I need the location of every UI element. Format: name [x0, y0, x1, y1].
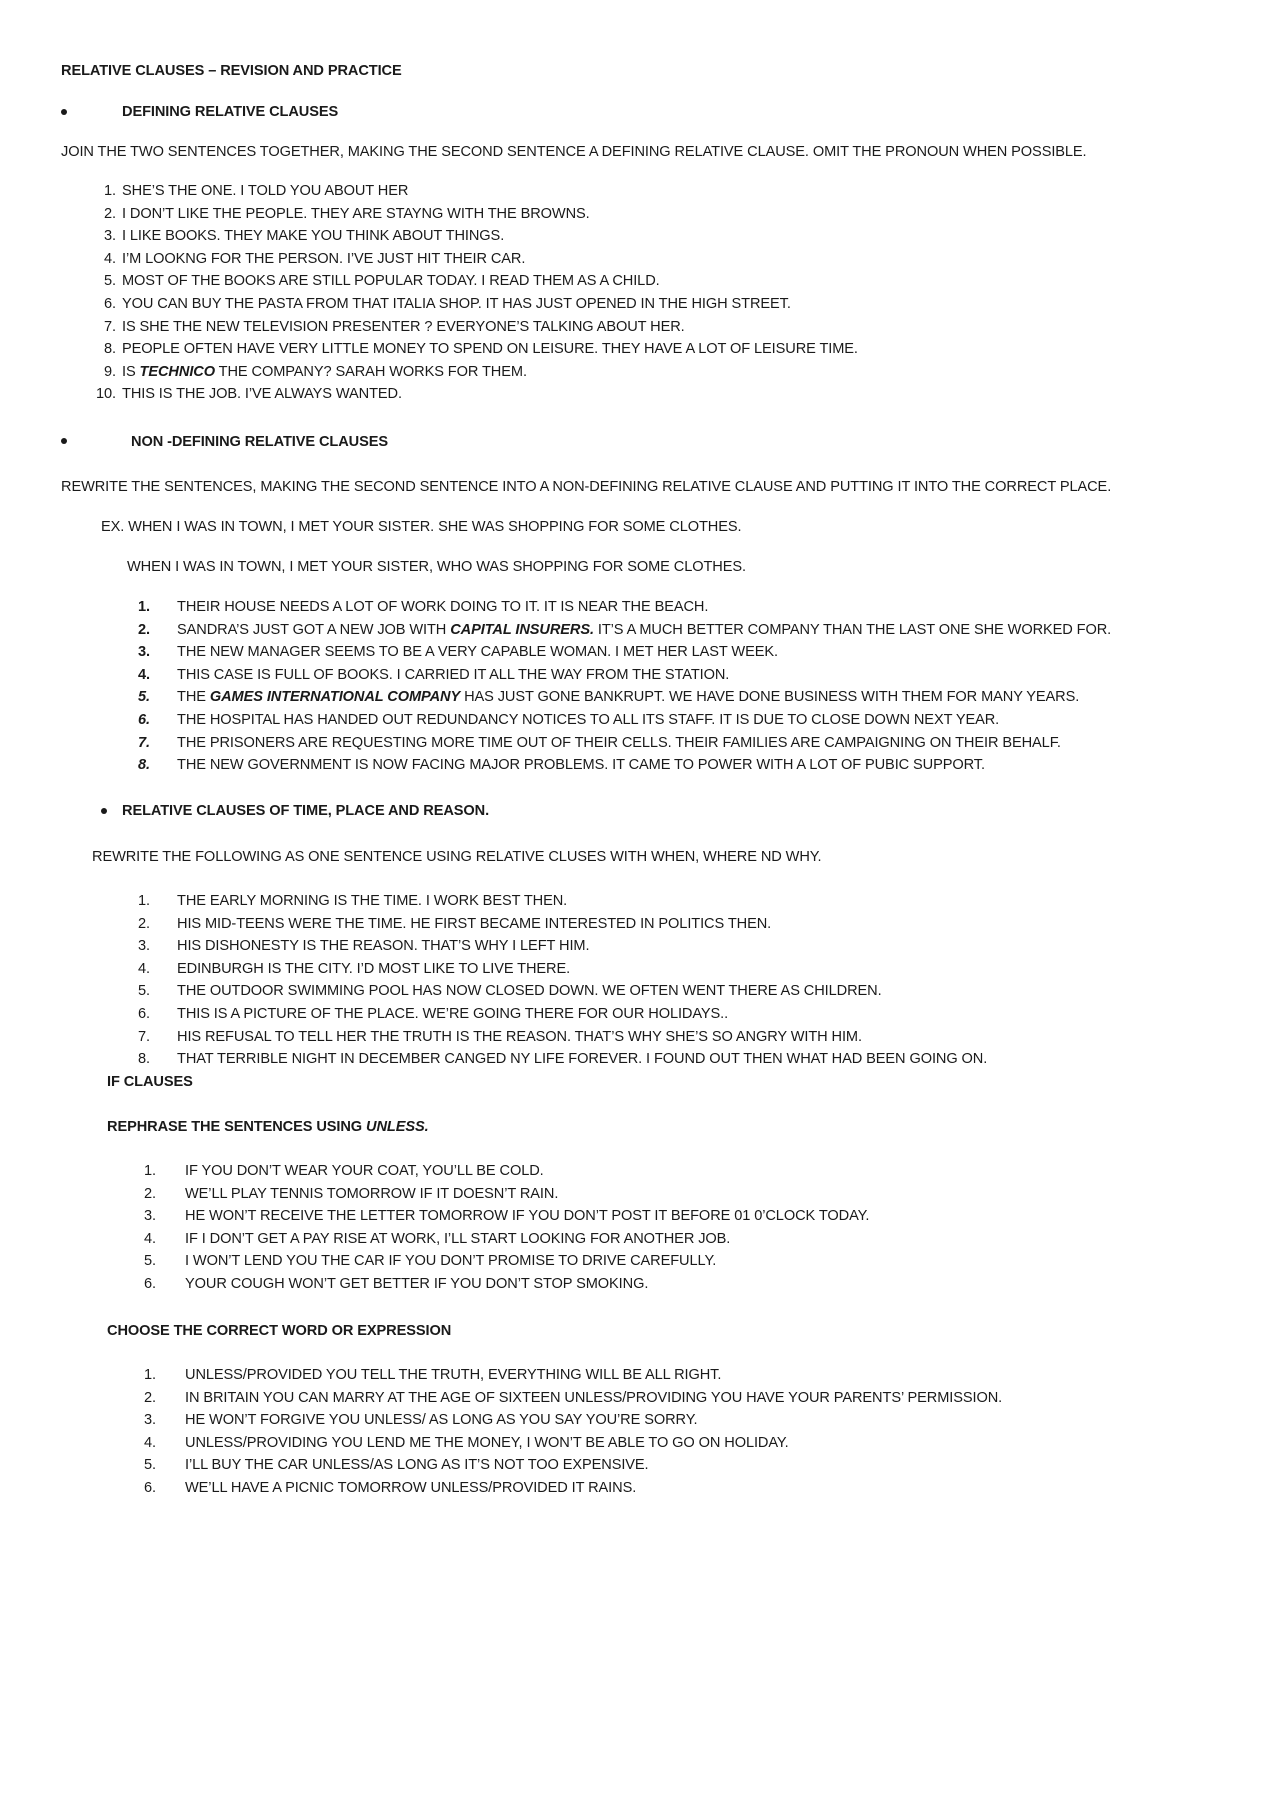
list-item-number: 2. — [138, 915, 150, 932]
list-item-number: 1. — [104, 183, 116, 199]
section-heading-time-place-reason: RELATIVE CLAUSES OF TIME, PLACE AND REASON. — [122, 803, 490, 819]
list-item-number: 5. — [138, 689, 150, 706]
list-item-number: 7. — [138, 734, 150, 751]
list-item-text: THIS CASE IS FULL OF BOOKS. I CARRIED IT ALL THE WAY FROM THE STATION. — [177, 666, 730, 683]
list-item-text: MOST OF THE BOOKS ARE STILL POPULAR TODAY. I READ THEM AS A CHILD. — [122, 273, 660, 290]
list-item-text: EDINBURGH IS THE CITY. I’D MOST LIKE TO LIVE THERE. — [177, 960, 571, 977]
list-item-text: SHE’S THE ONE. I TOLD YOU ABOUT HER — [122, 183, 409, 199]
list-item-number: 2. — [144, 1185, 156, 1202]
list-item-number: 6. — [138, 1006, 150, 1022]
section-instruction-time-place-reason: REWRITE THE FOLLOWING AS ONE SENTENCE USING RELATIVE CLUSES WITH WHEN, WHERE ND WHY. — [92, 849, 822, 865]
list-item-number: 1. — [144, 1163, 156, 1179]
list-item-text: UNLESS/PROVIDED YOU TELL THE TRUTH, EVERYTHING WILL BE ALL RIGHT. — [185, 1367, 722, 1383]
list-item-text: THE NEW MANAGER SEEMS TO BE A VERY CAPABLE WOMAN. I MET HER LAST WEEK. — [177, 644, 778, 661]
list-item-number: 4. — [144, 1230, 156, 1247]
document-title: RELATIVE CLAUSES – REVISION AND PRACTICE — [61, 63, 402, 79]
bullet-icon — [61, 109, 67, 115]
list-item-text: THE GAMES INTERNATIONAL COMPANY HAS JUST GONE BANKRUPT. WE HAVE DONE BUSINESS WITH THEM FOR MANY YEARS. — [177, 689, 1080, 706]
list-item-number: 9. — [104, 363, 116, 380]
list-item-text: PEOPLE OFTEN HAVE VERY LITTLE MONEY TO SPEND ON LEISURE. THEY HAVE A LOT OF LEISURE TIME. — [122, 341, 858, 358]
list-item-number: 8. — [138, 1051, 150, 1068]
bullet-icon — [61, 438, 67, 444]
list-item-number: 2. — [104, 205, 116, 222]
list-item-number: 1. — [144, 1367, 156, 1383]
section-heading-if-clauses: IF CLAUSES — [107, 1074, 193, 1090]
list-item-text: THE PRISONERS ARE REQUESTING MORE TIME OUT OF THEIR CELLS. THEIR FAMILIES ARE CAMPAIGNING ON THEIR BEHALF. — [177, 734, 1061, 751]
emphasized-name: CAPITAL INSURERS. — [450, 621, 594, 638]
list-item-text: YOU CAN BUY THE PASTA FROM THAT ITALIA SHOP. IT HAS JUST OPENED IN THE HIGH STREET. — [122, 296, 791, 312]
section-instruction-if-clauses: REPHRASE THE SENTENCES USING UNLESS. — [107, 1119, 429, 1135]
list-item-number: 1. — [138, 893, 150, 909]
list-item-text: SANDRA’S JUST GOT A NEW JOB WITH CAPITAL INSURERS. IT’S A MUCH BETTER COMPANY THAN THE LAST ONE SHE WORKED FOR. — [177, 621, 1112, 638]
list-item-text: WE’LL PLAY TENNIS TOMORROW IF IT DOESN’T RAIN. — [185, 1185, 559, 1202]
list-item-number: 1. — [138, 599, 150, 615]
list-item-text: IF YOU DON’T WEAR YOUR COAT, YOU’LL BE COLD. — [185, 1163, 544, 1179]
list-item-text: I’LL BUY THE CAR UNLESS/AS LONG AS IT’S NOT TOO EXPENSIVE. — [185, 1457, 649, 1474]
list-item-text: IN BRITAIN YOU CAN MARRY AT THE AGE OF SIXTEEN UNLESS/PROVIDING YOU HAVE YOUR PARENTS’ PERMISSION. — [185, 1389, 1003, 1406]
list-item-number: 2. — [138, 621, 150, 638]
list-item-number: 4. — [138, 666, 150, 683]
list-item-number: 4. — [104, 250, 116, 267]
list-item-number: 4. — [144, 1434, 156, 1451]
list-item-number: 7. — [138, 1028, 150, 1045]
list-item-number: 5. — [138, 983, 150, 1000]
list-item-text: THE OUTDOOR SWIMMING POOL HAS NOW CLOSED DOWN. WE OFTEN WENT THERE AS CHILDREN. — [177, 983, 882, 1000]
list-item-text: IS TECHNICO THE COMPANY? SARAH WORKS FOR THEM. — [122, 363, 527, 380]
list-item-number: 6. — [104, 296, 116, 312]
example-answer: WHEN I WAS IN TOWN, I MET YOUR SISTER, WHO WAS SHOPPING FOR SOME CLOTHES. — [127, 559, 746, 575]
list-item-text: HE WON’T FORGIVE YOU UNLESS/ AS LONG AS YOU SAY YOU’RE SORRY. — [185, 1412, 698, 1429]
list-item-number: 10. — [96, 386, 116, 403]
list-item-text: I DON’T LIKE THE PEOPLE. THEY ARE STAYNG WITH THE BROWNS. — [122, 205, 590, 222]
example-sentence: EX. WHEN I WAS IN TOWN, I MET YOUR SISTER. SHE WAS SHOPPING FOR SOME CLOTHES. — [101, 519, 742, 535]
list-item-text: IS SHE THE NEW TELEVISION PRESENTER ? EVERYONE’S TALKING ABOUT HER. — [122, 318, 685, 335]
list-item-number: 3. — [104, 228, 116, 245]
list-item-text: I’M LOOKNG FOR THE PERSON. I’VE JUST HIT THEIR CAR. — [122, 250, 526, 267]
list-item-text: HIS DISHONESTY IS THE REASON. THAT’S WHY I LEFT HIM. — [177, 938, 590, 955]
list-item-text: YOUR COUGH WON’T GET BETTER IF YOU DON’T STOP SMOKING. — [185, 1276, 649, 1292]
section-heading-non-defining: NON -DEFINING RELATIVE CLAUSES — [131, 434, 388, 450]
list-item-number: 6. — [144, 1276, 156, 1292]
emphasized-name: TECHNICO — [139, 363, 215, 380]
section-heading-defining: DEFINING RELATIVE CLAUSES — [122, 104, 339, 120]
list-item-text: THIS IS THE JOB. I’VE ALWAYS WANTED. — [122, 386, 402, 403]
list-item-text: I WON’T LEND YOU THE CAR IF YOU DON’T PROMISE TO DRIVE CAREFULLY. — [185, 1253, 717, 1270]
list-item-number: 8. — [138, 757, 150, 774]
list-item-number: 3. — [144, 1208, 156, 1225]
list-item-text: I LIKE BOOKS. THEY MAKE YOU THINK ABOUT THINGS. — [122, 228, 505, 245]
list-item-number: 4. — [138, 960, 150, 977]
list-item-text: IF I DON’T GET A PAY RISE AT WORK, I’LL START LOOKING FOR ANOTHER JOB. — [185, 1230, 731, 1247]
list-item-text: THEIR HOUSE NEEDS A LOT OF WORK DOING TO IT. IT IS NEAR THE BEACH. — [177, 599, 709, 615]
section-instruction-non-defining: REWRITE THE SENTENCES, MAKING THE SECOND SENTENCE INTO A NON-DEFINING RELATIVE CLAUSE AND PUTTING IT INTO THE CORRECT PLACE. — [61, 479, 1112, 495]
list-item-number: 2. — [144, 1389, 156, 1406]
bullet-icon — [101, 808, 107, 814]
list-item-text: WE’LL HAVE A PICNIC TOMORROW UNLESS/PROVIDED IT RAINS. — [185, 1480, 637, 1496]
list-item-number: 3. — [138, 938, 150, 955]
section-instruction-defining: JOIN THE TWO SENTENCES TOGETHER, MAKING THE SECOND SENTENCE A DEFINING RELATIVE CLAUSE. OMIT THE PRONOUN WHEN POSSIBLE. — [61, 144, 1087, 160]
list-item-number: 7. — [104, 318, 116, 335]
list-item-number: 5. — [144, 1253, 156, 1270]
list-item-number: 6. — [138, 712, 150, 728]
list-item-text: THIS IS A PICTURE OF THE PLACE. WE’RE GOING THERE FOR OUR HOLIDAYS.. — [177, 1006, 729, 1022]
list-item-text: THAT TERRIBLE NIGHT IN DECEMBER CANGED NY LIFE FOREVER. I FOUND OUT THEN WHAT HAD BEEN GOING ON. — [177, 1051, 988, 1068]
section-heading-choose: CHOOSE THE CORRECT WORD OR EXPRESSION — [107, 1323, 452, 1339]
list-item-number: 6. — [144, 1480, 156, 1496]
list-item-text: HE WON’T RECEIVE THE LETTER TOMORROW IF YOU DON’T POST IT BEFORE 01 0’CLOCK TODAY. — [185, 1208, 870, 1225]
list-item-number: 5. — [144, 1457, 156, 1474]
list-item-text: HIS REFUSAL TO TELL HER THE TRUTH IS THE REASON. THAT’S WHY SHE’S SO ANGRY WITH HIM. — [177, 1028, 862, 1045]
list-item-number: 5. — [104, 273, 116, 290]
list-item-number: 3. — [138, 644, 150, 661]
list-item-text: THE HOSPITAL HAS HANDED OUT REDUNDANCY NOTICES TO ALL ITS STAFF. IT IS DUE TO CLOSE DOWN NEXT YEAR. — [177, 712, 1000, 728]
list-item-text: THE EARLY MORNING IS THE TIME. I WORK BEST THEN. — [177, 893, 568, 909]
list-item-text: UNLESS/PROVIDING YOU LEND ME THE MONEY, I WON’T BE ABLE TO GO ON HOLIDAY. — [185, 1434, 789, 1451]
emphasized-name: GAMES INTERNATIONAL COMPANY — [209, 689, 461, 706]
list-item-number: 8. — [104, 341, 116, 358]
list-item-text: THE NEW GOVERNMENT IS NOW FACING MAJOR PROBLEMS. IT CAME TO POWER WITH A LOT OF PUBIC SUPPORT. — [177, 757, 985, 774]
list-item-text: HIS MID-TEENS WERE THE TIME. HE FIRST BECAME INTERESTED IN POLITICS THEN. — [177, 915, 772, 932]
list-item-number: 3. — [144, 1412, 156, 1429]
